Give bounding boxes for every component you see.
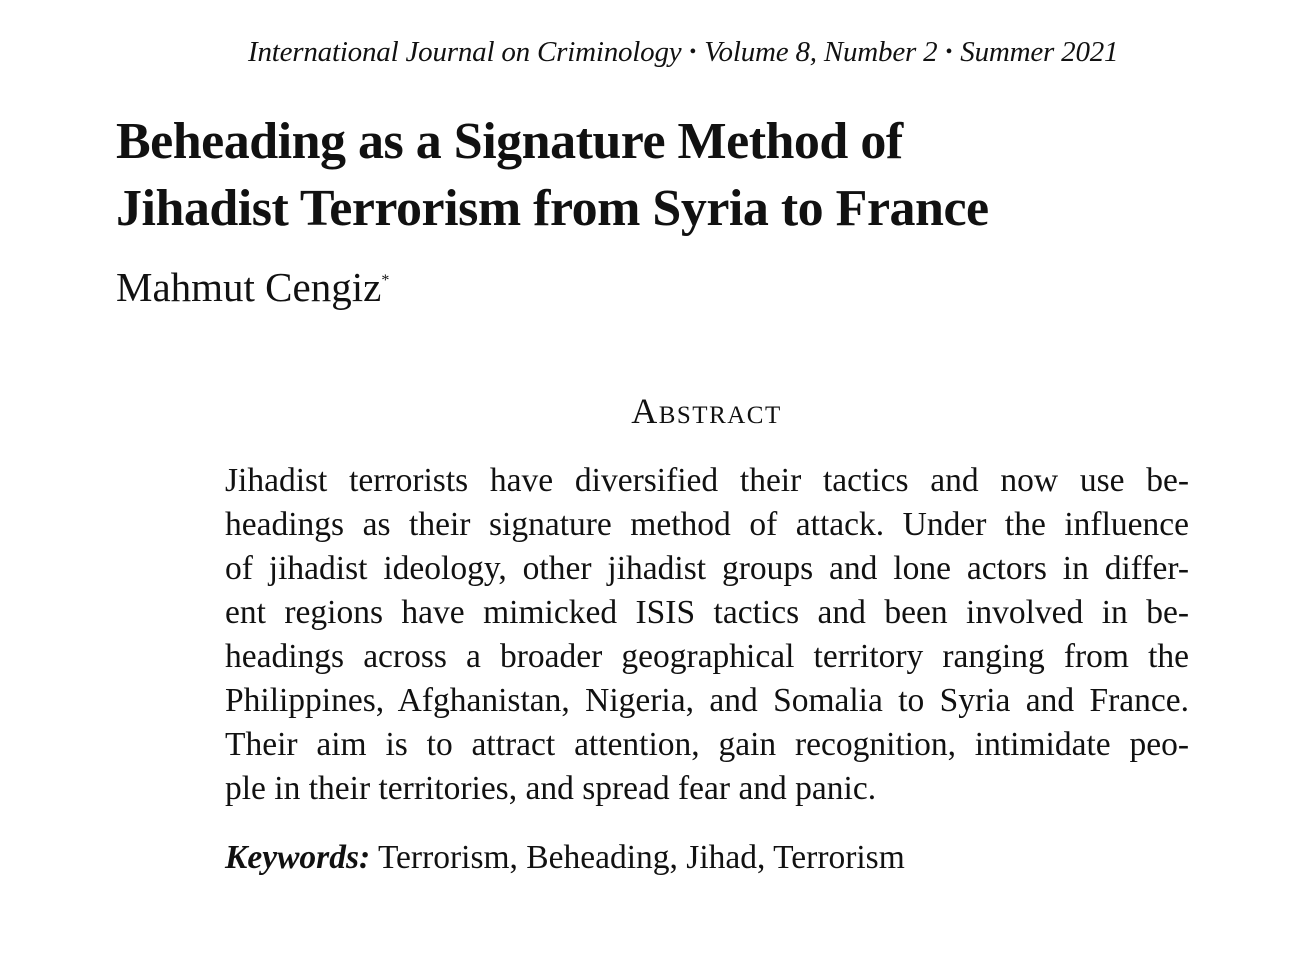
running-header [248, 34, 1168, 73]
keywords [225, 836, 905, 880]
abstract-line: ent regions have mimicked ISIS tactics and been involved in be- [225, 594, 1189, 631]
keywords-label: Keywords: [225, 839, 371, 876]
keywords-list: Terrorism, Beheading, Jihad, Terrorism [377, 839, 905, 876]
abstract-line: Their aim is to attract attention, gain recognition, intimidate peo- [225, 726, 1189, 763]
abstract-line: ple in their territories, and spread fear and panic. [225, 770, 877, 807]
author-name: Mahmut Cengiz [116, 264, 382, 310]
author-byline [116, 262, 389, 312]
article-title [116, 108, 1166, 242]
journal-issue: Summer 2021 [960, 36, 1119, 68]
abstract-line: Philippines, Afghanistan, Nigeria, and Somalia to Syria and France. [225, 682, 1189, 719]
abstract-line: headings as their signature method of attack. Under the influence [225, 506, 1189, 543]
abstract-line: Jihadist terrorists have diversified their tactics and now use be- [225, 462, 1189, 499]
title-line: Beheading as a Signature Method of [116, 113, 903, 170]
abstract-line: of jihadist ideology, other jihadist groups and lone actors in differ- [225, 550, 1189, 587]
header-separator: • [945, 41, 953, 63]
header-separator: • [689, 41, 697, 63]
author-footnote-mark: * [381, 272, 390, 289]
journal-volume: Volume 8, Number 2 [704, 36, 938, 68]
abstract-heading: Abstract [631, 391, 782, 431]
abstract-body [225, 459, 1189, 811]
title-line: Jihadist Terrorism from Syria to France [116, 180, 989, 237]
journal-name: International Journal on Criminology [248, 36, 682, 68]
abstract-line: headings across a broader geographical territory ranging from the [225, 638, 1189, 675]
